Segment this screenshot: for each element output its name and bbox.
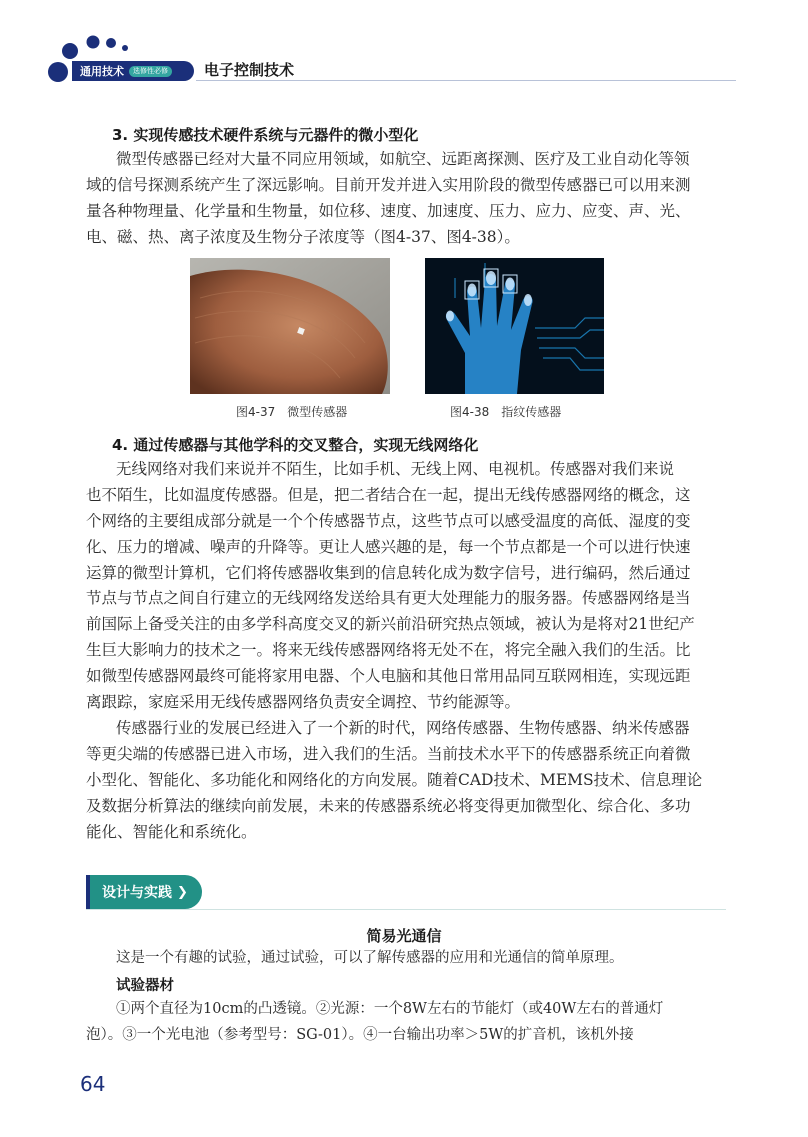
text-line: 等更尖端的传感器已进入市场，进入我们的生活。当前技术水平下的传感器系统正向着微	[86, 744, 691, 763]
series-subtag: 选修性必修	[129, 66, 172, 77]
text-line: 传感器行业的发展已经进入了一个新的时代，网络传感器、生物传感器、纳米传感器	[116, 719, 690, 737]
materials-heading: 试验器材	[116, 978, 174, 994]
section-4-paragraph-2	[86, 716, 712, 845]
text-line: 量各种物理量、化学量和生物量，如位移、速度、加速度、压力、应力、应变、声、光、	[86, 201, 691, 220]
text-line: 如微型传感器网最终可能将家用电器、个人电脑和其他日常用品同互联网相连，实现远距	[86, 667, 691, 686]
text-line: 运算的微型计算机，它们将传感器收集到的信息转化成为数字信号，进行编码，然后通过	[86, 563, 691, 582]
header-divider	[196, 80, 736, 81]
micro-sensor-photo	[190, 258, 390, 394]
text-line: 前国际上备受关注的由多学科高度交叉的新兴前沿研究热点领域，被认为是将对21世纪产	[86, 615, 695, 634]
figure-caption: 图4-38 指纹传感器	[450, 405, 562, 419]
section-divider	[86, 909, 726, 910]
experiment-title: 简易光通信	[366, 927, 442, 945]
design-practice-label: 设计与实践	[102, 885, 172, 901]
text-line: 泡）。③一个光电池（参考型号：SG-01）。④一台输出功率＞5W的扩音机，该机外接	[86, 1026, 634, 1043]
figure-caption: 图4-37 微型传感器	[236, 405, 348, 419]
text-line: 这是一个有趣的试验，通过试验，可以了解传感器的应用和光通信的简单原理。	[116, 950, 624, 966]
text-line: 无线网络对我们来说并不陌生，比如手机、无线上网、电视机。传感器对我们来说	[116, 460, 675, 478]
section-4-paragraph-1	[86, 457, 712, 716]
text-line: 也不陌生，比如温度传感器。但是，把二者结合在一起，提出无线传感器网络的概念，这	[86, 485, 691, 504]
chevron-right-icon: ❯	[177, 884, 188, 900]
section-3-heading: 3. 实现传感技术硬件系统与元器件的微小型化	[112, 126, 419, 144]
page-number: 64	[80, 1072, 106, 1096]
text-line: 个网络的主要组成部分就是一个个传感器节点，这些节点可以感受温度的高低、湿度的变	[86, 511, 691, 530]
materials-paragraph	[86, 997, 716, 1049]
text-line: 离跟踪，家庭采用无线传感器网络负责安全调控、节约能源等。	[86, 693, 521, 712]
text-line: 及数据分析算法的继续向前发展，未来的传感器系统必将变得更加微型化、综合化、多功	[86, 796, 691, 815]
text-line: 能化、智能化和系统化。	[86, 822, 257, 841]
series-tag: 通用技术	[80, 65, 124, 78]
section-4-heading: 4. 通过传感器与其他学科的交叉整合，实现无线网络化	[112, 436, 479, 454]
text-line: 微型传感器已经对大量不同应用领域，如航空、远距离探测、医疗及工业自动化等领	[116, 150, 690, 168]
text-line: 化、压力的增减、噪声的升降等。更让人感兴趣的是，每一个节点都是一个可以进行快速	[86, 537, 691, 556]
series-tag-bar	[72, 61, 194, 81]
fingerprint-sensor-photo	[425, 258, 604, 394]
book-title: 电子控制技术	[204, 61, 295, 79]
text-line: 生巨大影响力的技术之一。将来无线传感器网络将无处不在，将完全融入我们的生活。比	[86, 641, 691, 660]
design-practice-banner	[86, 875, 202, 909]
section-3-paragraph	[86, 147, 712, 251]
text-line: 小型化、智能化、多功能化和网络化的方向发展。随着CAD技术、MEMS技术、信息理论	[86, 770, 703, 789]
text-line: 电、磁、热、离子浓度及生物分子浓度等（图4-37、图4-38）。	[86, 227, 520, 246]
text-line: 域的信号探测系统产生了深远影响。目前开发并进入实用阶段的微型传感器已可以用来测	[86, 175, 691, 194]
text-line: ①两个直径为10cm的凸透镜。②光源：一个8W左右的节能灯（或40W左右的普通灯	[116, 1001, 664, 1017]
text-line: 节点与节点之间自行建立的无线网络发送给具有更大处理能力的服务器。传感器网络是当	[86, 589, 691, 608]
experiment-intro	[116, 946, 716, 972]
